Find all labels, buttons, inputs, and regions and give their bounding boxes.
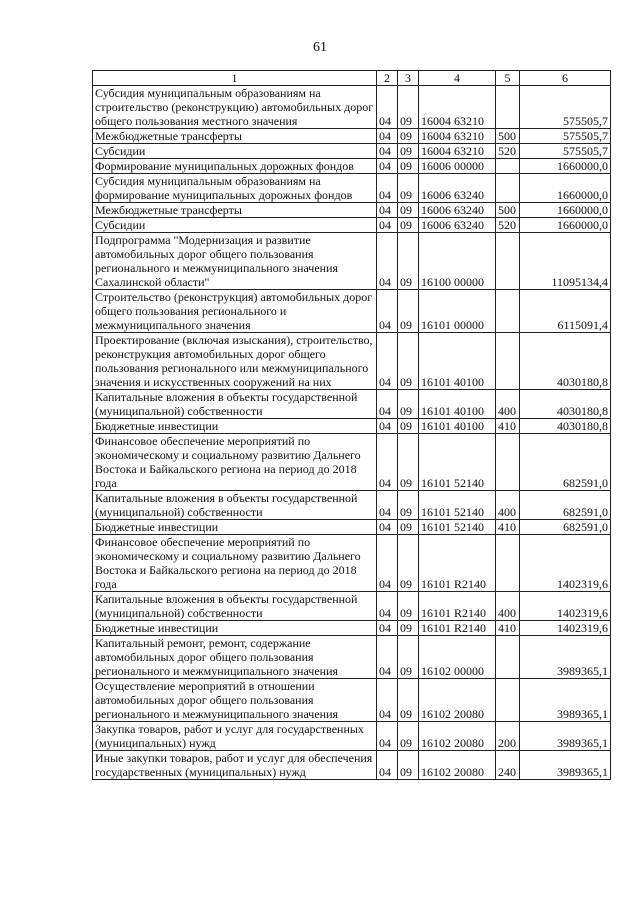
row-target-code: 16101 52140 — [419, 491, 496, 520]
row-subsection: 09 — [398, 233, 419, 290]
table-row — [93, 434, 611, 491]
row-name: Строительство (реконструкция) автомобильных дорог общего пользования регионального и межмуниципального значения — [93, 290, 377, 333]
table-row — [93, 333, 611, 390]
row-subsection: 09 — [398, 333, 419, 390]
row-name: Капитальные вложения в объекты государственной (муниципальной) собственности — [93, 390, 377, 419]
row-section: 04 — [377, 419, 398, 434]
table-row — [93, 86, 611, 129]
row-section: 04 — [377, 159, 398, 174]
row-target-code: 16102 00000 — [419, 636, 496, 679]
row-sum: 682591,0 — [520, 434, 611, 491]
table-row — [93, 203, 611, 218]
row-expense-type: 410 — [496, 419, 520, 434]
table-row — [93, 751, 611, 780]
row-name: Субсидия муниципальным образованиям на формирование муниципальных дорожных фондов — [93, 174, 377, 203]
row-target-code: 16100 00000 — [419, 233, 496, 290]
row-target-code: 16101 R2140 — [419, 621, 496, 636]
table-row — [93, 159, 611, 174]
row-name: Формирование муниципальных дорожных фондов — [93, 159, 377, 174]
row-sum: 1660000,0 — [520, 159, 611, 174]
header-name: 1 — [93, 71, 377, 86]
table-row — [93, 491, 611, 520]
row-target-code: 16101 52140 — [419, 434, 496, 491]
table-row — [93, 390, 611, 419]
row-subsection: 09 — [398, 520, 419, 535]
row-sum: 682591,0 — [520, 491, 611, 520]
row-sum: 1660000,0 — [520, 218, 611, 233]
row-section: 04 — [377, 722, 398, 751]
row-expense-type: 200 — [496, 722, 520, 751]
page-number: 61 — [313, 40, 327, 55]
row-subsection: 09 — [398, 290, 419, 333]
row-section: 04 — [377, 491, 398, 520]
table-row — [93, 233, 611, 290]
row-sum: 575505,7 — [520, 86, 611, 129]
header-target-code: 4 — [419, 71, 496, 86]
table-row — [93, 679, 611, 722]
table-row — [93, 218, 611, 233]
row-name: Финансовое обеспечение мероприятий по экономическому и социальному развитию Дальнего Востока и Байкальского региона на период до 2018 года — [93, 434, 377, 491]
row-subsection: 09 — [398, 203, 419, 218]
row-subsection: 09 — [398, 218, 419, 233]
row-subsection: 09 — [398, 86, 419, 129]
row-expense-type — [496, 679, 520, 722]
table-row — [93, 621, 611, 636]
row-target-code: 16101 52140 — [419, 520, 496, 535]
row-subsection: 09 — [398, 174, 419, 203]
row-target-code: 16004 63210 — [419, 129, 496, 144]
row-subsection: 09 — [398, 592, 419, 621]
row-expense-type — [496, 86, 520, 129]
budget-table — [92, 70, 611, 780]
row-expense-type — [496, 333, 520, 390]
row-sum: 682591,0 — [520, 520, 611, 535]
row-expense-type: 410 — [496, 520, 520, 535]
row-sum: 1660000,0 — [520, 203, 611, 218]
row-target-code: 16006 63240 — [419, 203, 496, 218]
row-subsection: 09 — [398, 390, 419, 419]
header-sum: 6 — [520, 71, 611, 86]
row-sum: 4030180,8 — [520, 390, 611, 419]
table-row — [93, 419, 611, 434]
header-row — [93, 71, 611, 86]
row-section: 04 — [377, 144, 398, 159]
row-expense-type — [496, 290, 520, 333]
row-name: Межбюджетные трансферты — [93, 129, 377, 144]
row-target-code: 16102 20080 — [419, 751, 496, 780]
row-sum: 1660000,0 — [520, 174, 611, 203]
row-subsection: 09 — [398, 621, 419, 636]
row-name: Субсидии — [93, 218, 377, 233]
header-subsection: 3 — [398, 71, 419, 86]
row-section: 04 — [377, 434, 398, 491]
row-target-code: 16101 R2140 — [419, 535, 496, 592]
table-row — [93, 290, 611, 333]
row-subsection: 09 — [398, 159, 419, 174]
row-sum: 4030180,8 — [520, 333, 611, 390]
table-row — [93, 535, 611, 592]
table-row — [93, 722, 611, 751]
row-section: 04 — [377, 390, 398, 419]
row-sum: 3989365,1 — [520, 722, 611, 751]
row-sum: 11095134,4 — [520, 233, 611, 290]
row-section: 04 — [377, 621, 398, 636]
row-target-code: 16101 40100 — [419, 390, 496, 419]
row-expense-type — [496, 636, 520, 679]
row-sum: 3989365,1 — [520, 636, 611, 679]
row-section: 04 — [377, 520, 398, 535]
row-target-code: 16101 00000 — [419, 290, 496, 333]
row-section: 04 — [377, 203, 398, 218]
row-section: 04 — [377, 592, 398, 621]
row-expense-type: 410 — [496, 621, 520, 636]
row-subsection: 09 — [398, 722, 419, 751]
row-name: Бюджетные инвестиции — [93, 520, 377, 535]
header-section: 2 — [377, 71, 398, 86]
row-name: Межбюджетные трансферты — [93, 203, 377, 218]
row-sum: 4030180,8 — [520, 419, 611, 434]
row-expense-type: 500 — [496, 129, 520, 144]
row-expense-type: 400 — [496, 390, 520, 419]
row-sum: 575505,7 — [520, 129, 611, 144]
row-section: 04 — [377, 218, 398, 233]
row-section: 04 — [377, 290, 398, 333]
row-expense-type — [496, 174, 520, 203]
row-sum: 1402319,6 — [520, 621, 611, 636]
row-target-code: 16006 63240 — [419, 218, 496, 233]
row-sum: 3989365,1 — [520, 751, 611, 780]
row-expense-type: 520 — [496, 144, 520, 159]
row-target-code: 16006 63240 — [419, 174, 496, 203]
row-target-code: 16101 R2140 — [419, 592, 496, 621]
row-expense-type: 400 — [496, 592, 520, 621]
row-subsection: 09 — [398, 679, 419, 722]
row-subsection: 09 — [398, 419, 419, 434]
row-section: 04 — [377, 174, 398, 203]
table-row — [93, 592, 611, 621]
row-sum: 3989365,1 — [520, 679, 611, 722]
row-name: Закупка товаров, работ и услуг для государственных (муниципальных) нужд — [93, 722, 377, 751]
header-expense-type: 5 — [496, 71, 520, 86]
table-row — [93, 174, 611, 203]
row-subsection: 09 — [398, 434, 419, 491]
row-section: 04 — [377, 751, 398, 780]
row-subsection: 09 — [398, 636, 419, 679]
row-name: Капитальные вложения в объекты государственной (муниципальной) собственности — [93, 491, 377, 520]
row-subsection: 09 — [398, 535, 419, 592]
row-name: Проектирование (включая изыскания), строительство, реконструкция автомобильных дорог общего пользования регионального или межмуниципального значения и искусственных сооружений на них — [93, 333, 377, 390]
row-subsection: 09 — [398, 129, 419, 144]
row-target-code: 16102 20080 — [419, 679, 496, 722]
row-subsection: 09 — [398, 144, 419, 159]
row-name: Субсидия муниципальным образованиям на строительство (реконструкцию) автомобильных дорог общего пользования местного значения — [93, 86, 377, 129]
row-target-code: 16101 40100 — [419, 419, 496, 434]
row-target-code: 16004 63210 — [419, 86, 496, 129]
row-sum: 1402319,6 — [520, 535, 611, 592]
row-section: 04 — [377, 535, 398, 592]
row-name: Капитальные вложения в объекты государственной (муниципальной) собственности — [93, 592, 377, 621]
row-expense-type: 500 — [496, 203, 520, 218]
row-sum: 6115091,4 — [520, 290, 611, 333]
row-target-code: 16102 20080 — [419, 722, 496, 751]
row-section: 04 — [377, 129, 398, 144]
table-row — [93, 144, 611, 159]
row-name: Финансовое обеспечение мероприятий по экономическому и социальному развитию Дальнего Востока и Байкальского региона на период до 2018 года — [93, 535, 377, 592]
row-section: 04 — [377, 679, 398, 722]
row-name: Субсидии — [93, 144, 377, 159]
row-expense-type — [496, 233, 520, 290]
row-sum: 575505,7 — [520, 144, 611, 159]
row-target-code: 16004 63210 — [419, 144, 496, 159]
row-subsection: 09 — [398, 491, 419, 520]
row-expense-type: 520 — [496, 218, 520, 233]
row-expense-type: 400 — [496, 491, 520, 520]
row-section: 04 — [377, 333, 398, 390]
row-name: Бюджетные инвестиции — [93, 621, 377, 636]
row-target-code: 16006 00000 — [419, 159, 496, 174]
row-name: Бюджетные инвестиции — [93, 419, 377, 434]
row-expense-type: 240 — [496, 751, 520, 780]
table-row — [93, 636, 611, 679]
row-sum: 1402319,6 — [520, 592, 611, 621]
row-expense-type — [496, 535, 520, 592]
row-name: Иные закупки товаров, работ и услуг для обеспечения государственных (муниципальных) нужд — [93, 751, 377, 780]
row-name: Подпрограмма "Модернизация и развитие автомобильных дорог общего пользования регионального и межмуниципального значения Сахалинской области" — [93, 233, 377, 290]
table-row — [93, 520, 611, 535]
row-expense-type — [496, 159, 520, 174]
row-section: 04 — [377, 86, 398, 129]
row-target-code: 16101 40100 — [419, 333, 496, 390]
row-name: Осуществление мероприятий в отношении автомобильных дорог общего пользования регионального и межмуниципального значения — [93, 679, 377, 722]
row-subsection: 09 — [398, 751, 419, 780]
row-expense-type — [496, 434, 520, 491]
row-section: 04 — [377, 636, 398, 679]
table-row — [93, 129, 611, 144]
row-name: Капитальный ремонт, ремонт, содержание автомобильных дорог общего пользования регионального и межмуниципального значения — [93, 636, 377, 679]
row-section: 04 — [377, 233, 398, 290]
